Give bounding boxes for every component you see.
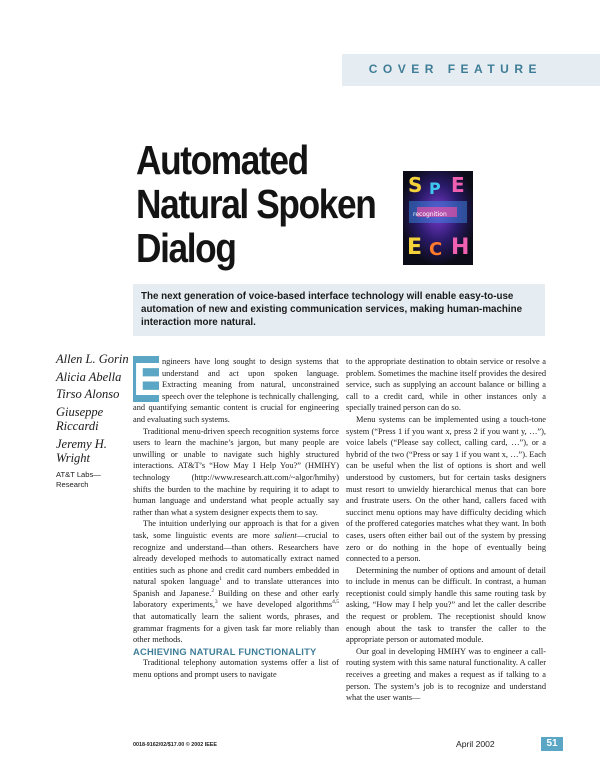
art-glyph-e2: E xyxy=(407,235,423,260)
footer-date: April 2002 xyxy=(456,739,495,749)
emphasis-text: salient xyxy=(274,530,297,540)
author-name: Jeremy H. Wright xyxy=(56,436,107,465)
footer-copyright: 0018-9162/02/$17.00 © 2002 IEEE xyxy=(133,742,217,748)
drop-cap: E xyxy=(133,353,164,405)
cover-art-image xyxy=(403,171,473,265)
body-paragraph: Our goal in developing HMIHY was to engineer a call-routing system with this same natural functionality. A caller receives a greeting and makes a request as if talking to a person. The system’s job is to recognize and understand what the user wants— xyxy=(346,646,546,703)
body-column-1 xyxy=(133,353,340,681)
art-glyph-p: P xyxy=(429,179,441,198)
author-name: Giuseppe Riccardi xyxy=(56,404,104,433)
body-paragraph: to the appropriate destination to obtain service or resolve a problem. Sometimes the machine itself provides the desired service, such as supplying an account balance or billing a call to a credit card, while in other instances only a specially trained person can do so. xyxy=(346,357,546,413)
author-name: Alicia Abella xyxy=(56,369,122,384)
body-paragraph xyxy=(133,353,339,426)
citation-ref[interactable]: 2 xyxy=(211,588,215,595)
citation-ref[interactable]: 3 xyxy=(214,599,218,606)
section-label: COVER FEATURE xyxy=(368,62,542,76)
article-summary: The next generation of voice-based interface technology will enable easy-to-use automation of new and existing communication services, making human-machine interaction more natural. xyxy=(141,291,523,328)
body-paragraph: Traditional telephony automation systems offer a list of menu options and prompt users to navigate xyxy=(133,658,339,680)
author-name: Tirso Alonso xyxy=(56,387,120,401)
body-column-2 xyxy=(346,356,546,704)
art-glyph-c: C xyxy=(429,239,443,260)
section-heading: ACHIEVING NATURAL FUNCTIONALITY xyxy=(133,645,317,657)
article-title xyxy=(136,137,376,271)
body-paragraph: Determining the number of options and amount of detail to include in menus can be difficult. In contrast, a human receptionist could simply handle this same routing task by asking, “How may I help you?” and let the caller describe the request or problem. The receptionist should know enough about the task to transfer the caller to the appropriate person or automated module. xyxy=(346,565,546,645)
citation-ref[interactable]: 1 xyxy=(219,576,223,583)
citation-ref[interactable]: 4,5 xyxy=(332,599,339,606)
art-glyph-e: E xyxy=(451,173,465,197)
body-paragraph: The intuition underlying our approach is that for a given task, some linguistic events are more salient—crucial to recognize and understand—than others. Researchers have already developed methods to automatically extract named entities such as phone and credit card numbers embedded in natural spoken language$^1$ and to translate utterances into Spanish and Japanese.$^2$ Building on these and other early laboratory experiments,$^3$ we have developed algorithms$^{4,5}$ that automatically learn the salient words, phrases, and grammar fragments for a given task far more reliably than other methods. xyxy=(133,519,340,645)
paragraph-text: ngineers have long sought to design systems that understand and act upon spoken language. Extracting meaning from natural, unconstrained speech over the telephone is technically challenging, and quantifying semantic content is crucial for engineering and evaluating such systems. xyxy=(133,357,339,424)
art-caption: recognition xyxy=(413,211,447,218)
title-line-3: Dialog xyxy=(136,225,236,271)
art-glyph-s: S xyxy=(408,173,423,197)
body-paragraph: Menu systems can be implemented using a touch-tone system (“Press 1 if you want x, press 2 if you want y, …”), voice labels (“Please say collect, calling card, …”), or a hybrid of the two (“Press or say 1 if you want x, …”). Each can be useful when the list of options is short and well understood by customers, but for certain tasks designers must resort to unwieldy hierarchical menus that can bore and frustrate users. On the other hand, callers faced with succinct menu options may have difficulty deciding which of the proffered categories matches what they want. In both cases, users often either bail out of the system by pressing zero or do nothing in the hope of eventually being connected to a person. xyxy=(346,414,546,564)
title-line-1: Automated xyxy=(136,137,308,183)
author-list xyxy=(56,352,130,469)
page-number: 51 xyxy=(541,737,563,751)
body-paragraph: Traditional menu-driven speech recognition systems force users to learn the machine’s jargon, but many people are unwilling or unable to navigate such highly structured interactions. AT&T’s “How May I Help You?” (HMIHY) technology (http://www.research.att.com/~algor/hmihy) shifts the burden to the machine by requiring it to adapt to human language and understand what people actually say rather than what a system designer expects them to say. xyxy=(133,426,339,517)
author-name: Allen L. Gorin xyxy=(56,352,129,366)
author-affiliation: AT&T Labs—Research xyxy=(56,470,101,489)
title-line-2: Natural Spoken xyxy=(136,181,376,227)
art-glyph-h: H xyxy=(451,235,470,260)
